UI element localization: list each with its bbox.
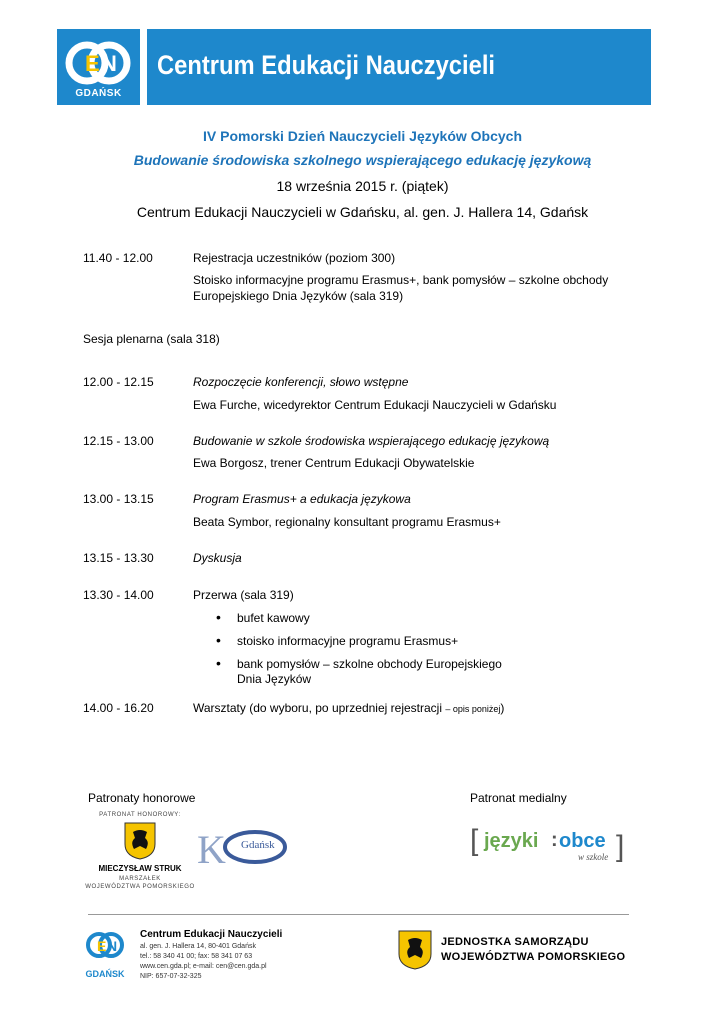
honorary-patrons-label: Patronaty honorowe — [88, 791, 196, 805]
bracket-left-icon: [ — [470, 824, 479, 857]
break-bullet: stoisko informacyjne programu Erasmus+ — [237, 634, 459, 648]
jst-crest-icon — [398, 930, 432, 970]
bullet-icon: • — [216, 632, 221, 648]
ko-text: Gdańsk — [241, 839, 275, 851]
jezyki-obce-logo — [470, 826, 630, 866]
stand-line-1: Stoisko informacyjne programu Erasmus+, bank pomysłów – szkolne obchody — [193, 273, 609, 287]
event-date: 18 września 2015 r. (piątek) — [276, 178, 449, 194]
banner-title: Centrum Edukacji Nauczycieli — [157, 50, 496, 80]
item-time: 13.15 - 13.30 — [83, 551, 154, 565]
media-subtitle: w szkole — [578, 852, 609, 862]
logo-caption: GDAŃSK — [75, 88, 122, 99]
item-time: 12.00 - 12.15 — [83, 375, 154, 389]
jst-line-2: WOJEWÓDZTWA POMORSKIEGO — [441, 951, 626, 963]
session-heading: Sesja plenarna (sala 318) — [83, 332, 220, 346]
svg-text:E: E — [97, 938, 107, 954]
pomorskie-crest-icon — [124, 822, 156, 860]
media-word-1: języki — [484, 830, 539, 852]
cen-emblem-icon — [83, 925, 127, 967]
break-bullet: bufet kawowy — [237, 611, 310, 625]
item-speaker: Beata Symbor, regionalny konsultant programu Erasmus+ — [193, 515, 501, 529]
media-patron-label: Patronat medialny — [470, 791, 567, 805]
svg-text:E: E — [85, 51, 100, 76]
footer-web: www.cen.gda.pl; e-mail: cen@cen.gda.pl — [140, 963, 267, 970]
bullet-icon: • — [216, 655, 221, 671]
item-title: Program Erasmus+ a edukacja językowa — [193, 492, 411, 506]
ko-gdansk-logo — [197, 827, 289, 869]
registration-time: 11.40 - 12.00 — [83, 251, 153, 265]
workshop-desc — [193, 701, 653, 717]
bracket-right-icon: ] — [616, 830, 625, 863]
marshal-region: WOJEWÓDZTWA POMORSKIEGO — [85, 884, 195, 890]
stand-line-2: Europejskiego Dnia Języków (sala 319) — [193, 289, 404, 303]
cen-logo — [57, 29, 140, 105]
event-subtitle: Budowanie środowiska szkolnego wspierającego edukację językową — [133, 152, 592, 168]
svg-text:N: N — [101, 51, 117, 76]
workshop-note: – opis poniżej — [445, 704, 501, 714]
honorary-small-caption: PATRONAT HONOROWY: — [99, 812, 181, 818]
svg-text:K: K — [197, 827, 226, 869]
svg-text:N: N — [107, 938, 118, 954]
item-speaker: Ewa Furche, wicedyrektor Centrum Edukacji Nauczycieli w Gdańsku — [193, 398, 557, 412]
registration-desc: Rejestracja uczestników (poziom 300) — [193, 251, 396, 265]
item-speaker: Ewa Borgosz, trener Centrum Edukacji Obywatelskie — [193, 456, 475, 470]
item-title: Dyskusja — [193, 551, 242, 565]
footer-cen-logo — [83, 925, 127, 981]
footer-nip: NIP: 657-07-32-325 — [140, 973, 202, 980]
workshop-text: Warsztaty (do wyboru, po uprzedniej rejestracji — [193, 701, 442, 715]
header-banner — [147, 29, 651, 105]
item-title: Rozpoczęcie konferencji, słowo wstępne — [193, 375, 409, 389]
bullet-icon: • — [216, 609, 221, 625]
footer-logo-caption: GDAŃSK — [85, 969, 125, 979]
marshal-name: MIECZYSŁAW STRUK — [98, 864, 182, 873]
footer-org-name: Centrum Edukacji Nauczycieli — [140, 929, 283, 940]
footer-phone: tel.: 58 340 41 00; fax: 58 341 07 63 — [140, 953, 253, 960]
event-venue: Centrum Edukacji Nauczycieli w Gdańsku, al. gen. J. Hallera 14, Gdańsk — [136, 204, 589, 220]
break-time: 13.30 - 14.00 — [83, 588, 154, 602]
jst-line-1: JEDNOSTKA SAMORZĄDU — [441, 936, 589, 948]
item-time: 12.15 - 13.00 — [83, 434, 154, 448]
event-title: IV Pomorski Dzień Nauczycieli Języków Obcych — [202, 128, 522, 144]
item-time: 13.00 - 13.15 — [83, 492, 154, 506]
colon-icon: : — [551, 829, 558, 851]
break-bullet-continued: Dnia Języków — [237, 672, 312, 686]
break-desc: Przerwa (sala 319) — [193, 588, 294, 602]
cen-emblem-icon — [57, 31, 140, 93]
footer-address: al. gen. J. Hallera 14, 80-401 Gdańsk — [140, 943, 256, 950]
item-title: Budowanie w szkole środowiska wspierającego edukację językową — [193, 434, 550, 448]
workshop-close: ) — [500, 701, 505, 715]
workshop-time: 14.00 - 16.20 — [83, 701, 154, 715]
break-bullet: bank pomysłów – szkolne obchody Europejskiego — [237, 657, 502, 671]
media-word-2: obce — [559, 830, 606, 852]
footer-divider — [88, 914, 629, 915]
marshal-role: MARSZAŁEK — [119, 876, 161, 882]
